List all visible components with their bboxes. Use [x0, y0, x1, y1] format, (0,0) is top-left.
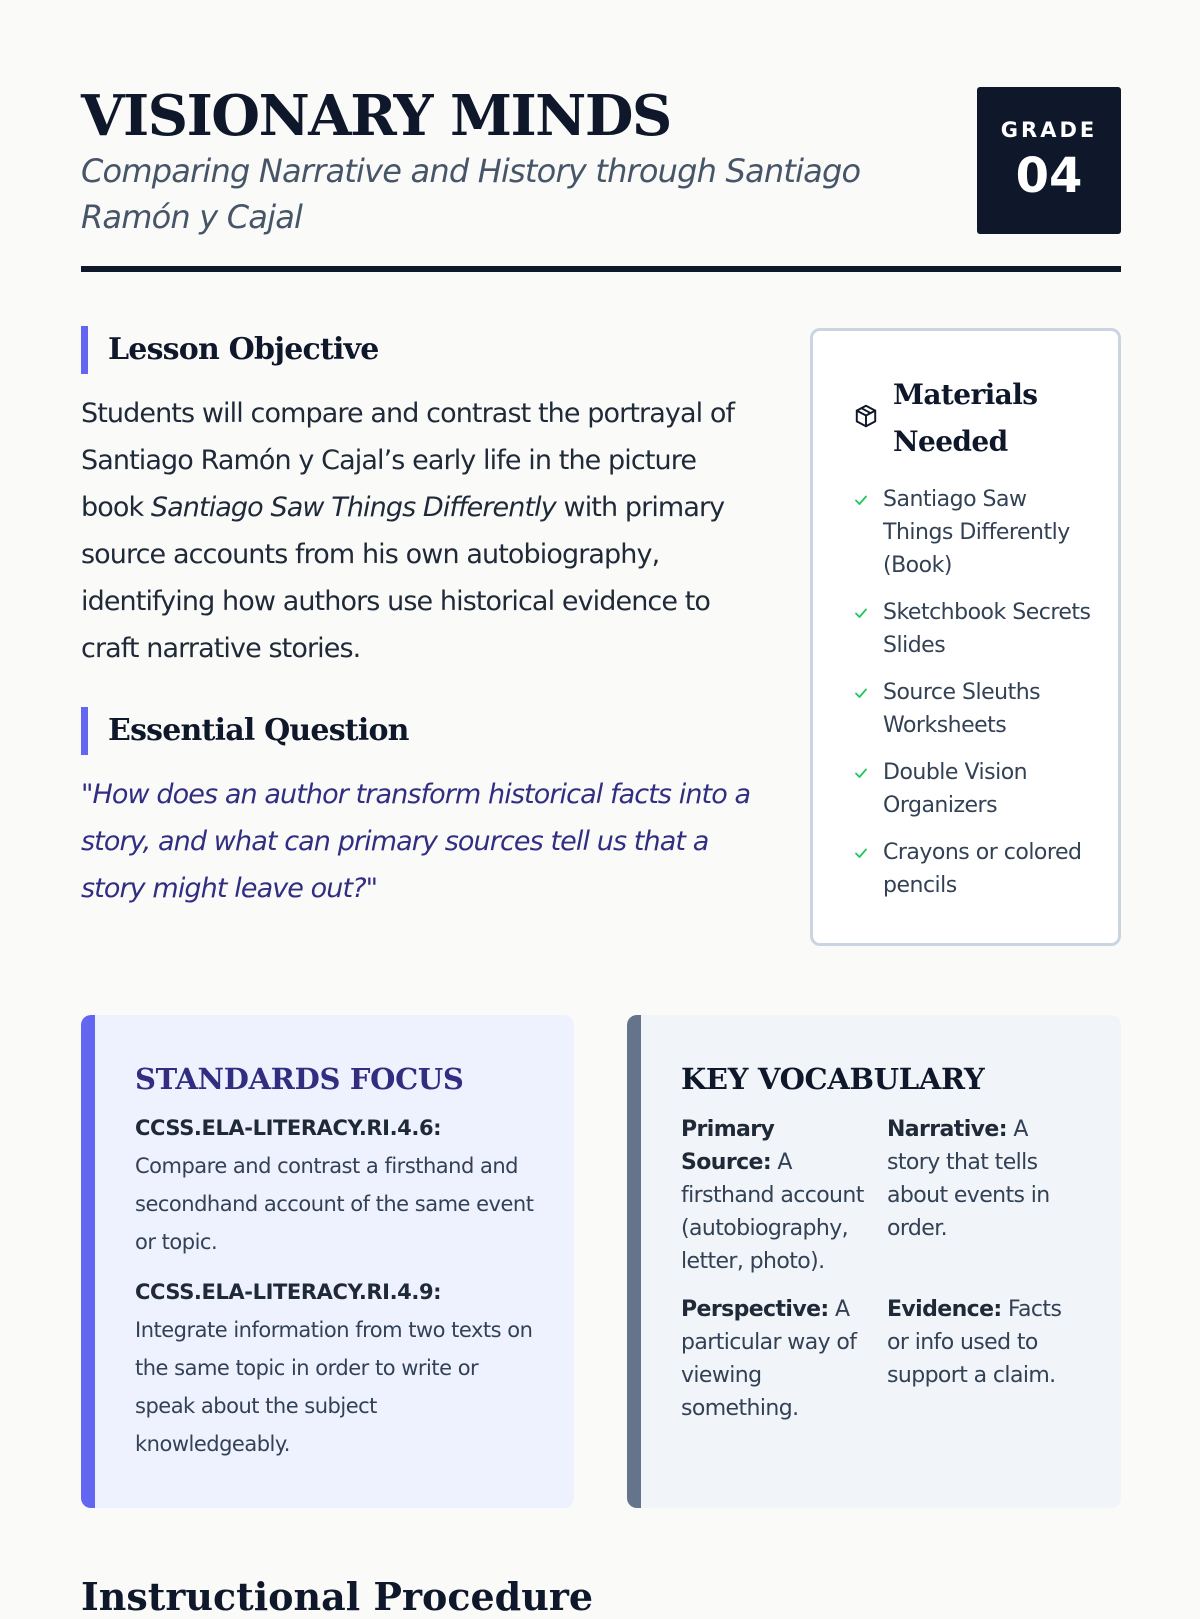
check-icon	[853, 605, 869, 621]
material-label: Source Sleuths Worksheets	[883, 680, 1041, 738]
standards-title: STANDARDS FOCUS	[135, 1062, 464, 1096]
materials-heading	[853, 371, 1093, 471]
objective-text-after: with primary source accounts from his own autobiography, identifying how authors use historical evidence to craft narrative stories.	[81, 492, 725, 664]
material-label: Crayons or colored pencils	[883, 840, 1082, 898]
vocab-definition: A particular way of viewing something.	[681, 1297, 857, 1421]
objective-heading: Lesson Objective	[81, 326, 761, 374]
materials-list	[853, 483, 1093, 916]
vocab-definition: A story that tells about events in order.	[887, 1117, 1050, 1241]
vocab-definition: Facts or info used to support a claim.	[887, 1297, 1062, 1388]
header	[81, 84, 1121, 274]
vocab-term	[887, 1293, 1067, 1392]
page-title: VISIONARY MINDS	[81, 83, 671, 149]
standard-code: CCSS.ELA-LITERACY.RI.4.6:	[135, 1116, 442, 1140]
vocabulary-card	[627, 1015, 1121, 1508]
page-subtitle: Comparing Narrative and History through Santiago Ramón y Cajal	[81, 152, 861, 236]
standard-item	[135, 1277, 535, 1463]
vocabulary-title: KEY VOCABULARY	[681, 1062, 985, 1096]
vocab-term	[681, 1293, 869, 1425]
material-label: Santiago Saw Things Differently (Book)	[883, 487, 1070, 578]
standard-text: Compare and contrast a firsthand and secondhand account of the same event or topic.	[135, 1154, 534, 1254]
standard-text: Integrate information from two texts on the same topic in order to write or speak about the subject knowledgeably.	[135, 1318, 533, 1456]
list-item	[853, 596, 1093, 662]
list-item	[853, 483, 1093, 582]
vocab-definition: A firsthand account (autobiography, letter, photo).	[681, 1150, 864, 1274]
header-divider	[81, 266, 1121, 272]
check-icon	[853, 492, 869, 508]
material-label: Sketchbook Secrets Slides	[883, 600, 1091, 658]
vocab-term-name: Evidence:	[887, 1297, 1002, 1322]
procedure-heading: Instructional Procedure	[81, 1574, 594, 1619]
material-label: Double Vision Organizers	[883, 760, 1028, 818]
vocab-term	[887, 1113, 1067, 1245]
grade-badge	[977, 87, 1121, 234]
essential-question-heading: Essential Question	[81, 707, 761, 755]
check-icon	[853, 685, 869, 701]
box-icon	[853, 403, 879, 429]
check-icon	[853, 845, 869, 861]
essential-question-text: "How does an author transform historical facts into a story, and what can primary sources tell us that a story might leave out?"	[81, 779, 751, 904]
standards-card	[81, 1015, 574, 1508]
grade-number: 04	[1015, 148, 1083, 204]
check-icon	[853, 765, 869, 781]
lesson-plan-page	[81, 0, 1121, 1619]
objective-text-before: Students will compare and contrast the portrayal of Santiago Ramón y Cajal’s early life in the picture book	[81, 398, 735, 523]
vocab-term-name: Narrative:	[887, 1117, 1007, 1142]
objective-text	[81, 390, 761, 672]
list-item	[853, 676, 1093, 742]
materials-title: Materials Needed	[893, 378, 1038, 458]
vocab-term-name: Perspective:	[681, 1297, 829, 1322]
vocab-term-name: Primary Source:	[681, 1117, 775, 1175]
materials-panel	[810, 328, 1121, 946]
standard-code: CCSS.ELA-LITERACY.RI.4.9:	[135, 1280, 442, 1304]
list-item	[853, 836, 1093, 902]
vocab-term	[681, 1113, 869, 1278]
list-item	[853, 756, 1093, 822]
standard-item	[135, 1113, 535, 1261]
grade-label: GRADE	[1000, 118, 1098, 142]
book-title: Santiago Saw Things Differently	[150, 492, 556, 523]
